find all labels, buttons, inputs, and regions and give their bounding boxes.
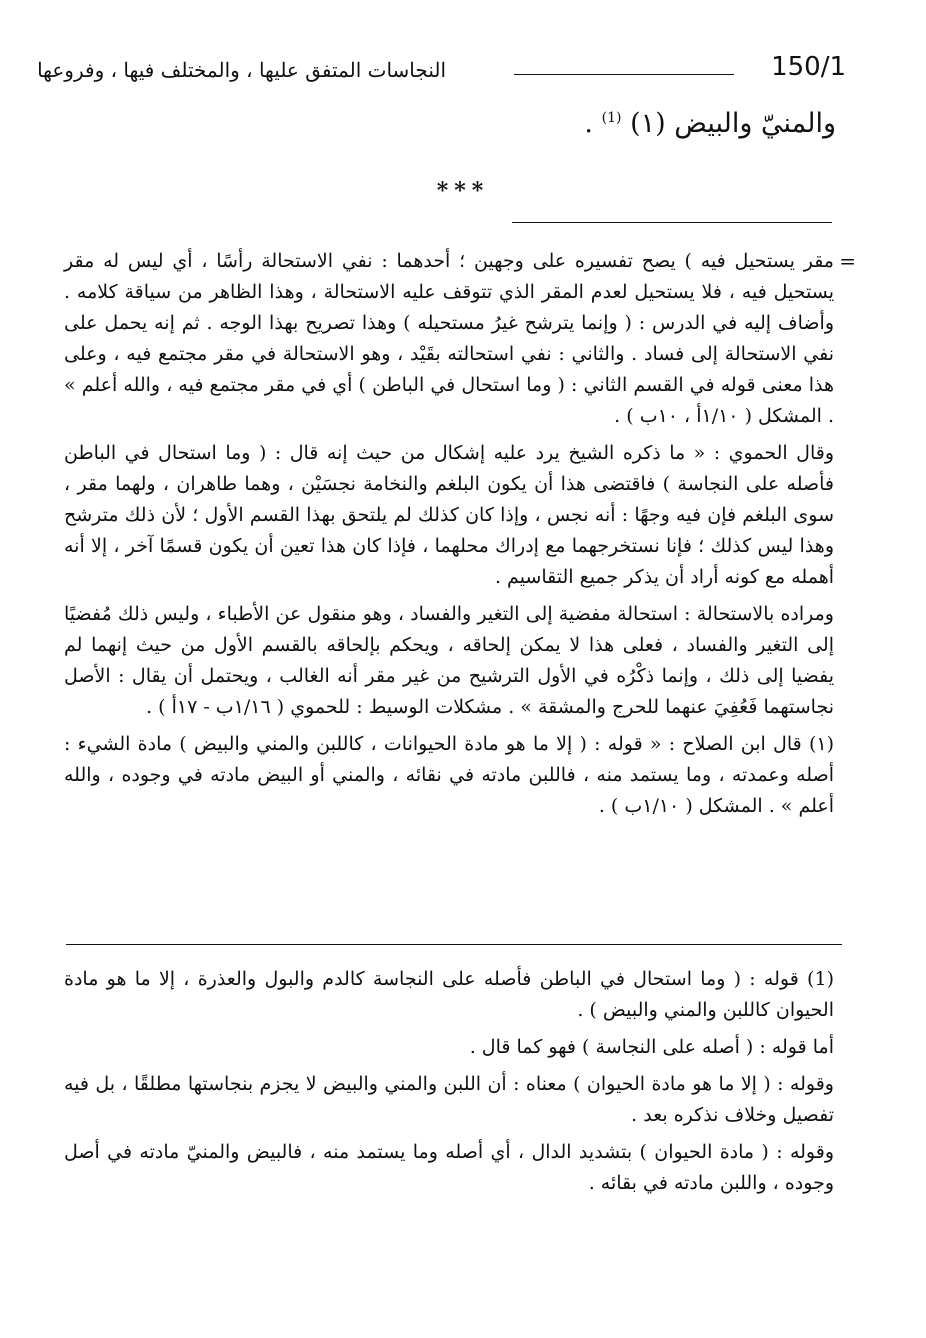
header-rule: [514, 74, 734, 75]
footnote-rule-short: [512, 222, 832, 223]
commentary-paragraph: (١) قال ابن الصلاح : « قوله : ( إلا ما هو مادة الحيوانات ، كاللبن والمني والبيض ) مادة الشيء : أصله وعمدته ، وما يستمد منه ، فاللبن مادته في نقائه ، والمني أو البيض مادته في وجوده ، والله أعلم » . المشكل ( ١/١٠ب ) .: [64, 733, 834, 817]
main-text: والمنيّ والبيض (١): [630, 108, 836, 139]
commentary-paragraph: وقال الحموي : « ما ذكره الشيخ يرد عليه إشكال من حيث إنه قال : ( وما استحال في الباطن فأصله على النجاسة ) فاقتضى هذا أن يكون البلغم والنخامة نجسَيْن ، وهما طاهران ، ولهما مقر ، سوى البلغم فإن فيه وجهًا : أنه نجس ، وإذا كان كذلك لم يلتحق بهذا القسم الأول ؛ لأن ذلك مترشح وهذا ليس كذلك ؛ فإنا نستخرجهما مع إدراك محلهما ، فإذا كان هذا تعين أن يكون قسمًا آخر ، إلا أنه أهمله مع كونه أراد أن يذكر جميع التقاسيم .: [64, 442, 834, 588]
commentary-block: [64, 246, 856, 828]
footnote-paragraph: (1) قوله : ( وما استحال في الباطن فأصله على النجاسة كالدم والبول والعذرة ، إلا ما هو مادة الحيوان كاللبن والمني والبيض ) .: [64, 968, 834, 1021]
section-separator: ***: [436, 178, 490, 204]
footnote-paragraph: أما قوله : ( أصله على النجاسة ) فهو كما قال .: [469, 1036, 834, 1058]
page-header: [37, 52, 846, 92]
footnote-rule-full: [66, 944, 842, 945]
main-text-line: [584, 108, 836, 139]
continuation-marker: =: [839, 249, 856, 273]
footnote-paragraph: وقوله : ( إلا ما هو مادة الحيوان ) معناه : أن اللبن والمني والبيض لا يجزم بنجاستها مطلقًا ، بل فيه تفصيل وخلاف نذكره بعد .: [64, 1073, 834, 1126]
page-number: 150/1: [771, 52, 846, 82]
commentary-paragraph: ومراده بالاستحالة : استحالة مفضية إلى التغير والفساد ، وهو منقول عن الأطباء ، وليس ذلك مُفضيًا إلى التغير والفساد ، فعلى هذا لا يمكن إلحاقه ، ويحكم بإلحاقه بالقسم الأول من حيث إنهما لم يفضيا إلى ذلك ، وإنما ذكْرُه في الأول الترشيح من غير مقر أنه الغالب ، ويحتمل أن يقال : الأصل نجاستهما فَعُفِيَ عنهما للحرج والمشقة » . مشكلات الوسيط : للحموي ( ١/١٦ب - ١٧أ ) .: [64, 603, 834, 718]
commentary-paragraph: مقر يستحيل فيه ) يصح تفسيره على وجهين ؛ أحدهما : نفي الاستحالة رأسًا ، أي ليس له مقر يستحيل فيه ، فلا يستحيل لعدم المقر الذي تتوقف عليه الاستحالة ، وهذا الظاهر من سياقة كلامه . وأضاف إليه في الدرس : ( وإنما يترشح غيرُ مستحيله ) وهذا تصريح بهذا الوجه . ثم إنه يحمل على نفي الاستحالة إلى فساد . والثاني : نفي استحالته بقَيْد ، وهو الاستحالة في مقر مجتمع فيه ، وعلى هذا معنى قوله في القسم الثاني : ( وما استحال في الباطن ) أي في مقر مجتمع فيه ، والله أعلم » . المشكل ( ١/١٠أ ، ١٠ب ) .: [64, 250, 834, 427]
running-title: النجاسات المتفق عليها ، والمختلف فيها ، وفروعها: [37, 58, 446, 82]
footnote-ref: (1): [601, 110, 622, 126]
footnotes-block: [64, 964, 834, 1205]
main-text-end: .: [584, 108, 594, 139]
footnote-paragraph: وقوله : ( مادة الحيوان ) بتشديد الدال ، أي أصله وما يستمد منه ، فالبيض والمنيّ مادته في أصل وجوده ، واللبن مادته في بقائه .: [64, 1141, 834, 1194]
